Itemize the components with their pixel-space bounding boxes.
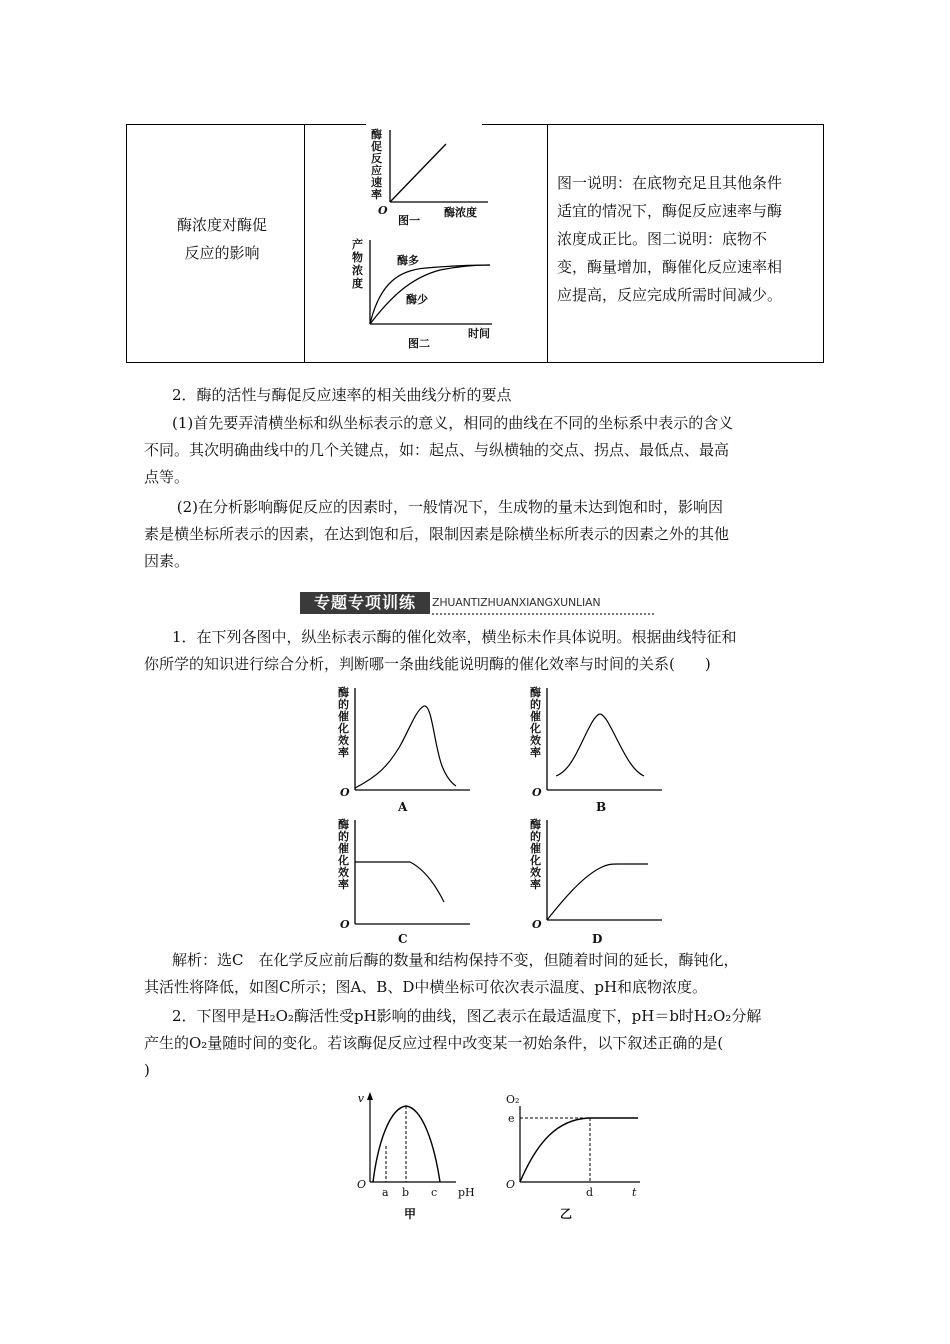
- fig1-linear-curve: [390, 144, 446, 202]
- question-1: [144, 624, 814, 678]
- question-line: 1．在下列各图中，纵坐标表示酶的催化效率，横坐标未作具体说明。根据曲线特征和: [172, 628, 737, 646]
- fig1-ylabel-char: 率: [371, 188, 382, 201]
- graph-ylabel-char: 率: [530, 878, 541, 891]
- jia-tick-c: c: [431, 1186, 438, 1199]
- graph-ylabel-char: 效: [338, 734, 349, 747]
- table-description-cell: [557, 169, 819, 309]
- fig2-label-more: 酶多: [397, 254, 419, 267]
- table-topic-line: 酶浓度对酶促: [176, 216, 267, 234]
- yi-caption: 乙: [560, 1207, 573, 1220]
- graph-origin: O: [532, 918, 542, 931]
- graph-curve: [355, 862, 444, 902]
- graph-origin: O: [532, 786, 542, 799]
- table-desc-line: 应提高，反应完成所需时间减少。: [557, 286, 783, 304]
- graph-ylabel-char: 催: [530, 842, 541, 855]
- fig2-curve-less-enzyme: [370, 265, 490, 324]
- table-topic-cell: [167, 211, 277, 267]
- yi-xlabel: t: [632, 1186, 637, 1199]
- graph-ylabel-char: 率: [338, 878, 349, 891]
- graph-ylabel-char: 化: [338, 854, 349, 867]
- figure-2-product-time: [350, 230, 500, 352]
- jia-ylabel: v: [357, 1092, 364, 1105]
- graph-ylabel-char: 酶: [530, 818, 541, 831]
- fig1-caption: 图一: [398, 214, 420, 226]
- graph-ylabel-char: 催: [530, 710, 541, 723]
- section-heading: 2．酶的活性与酶促反应速率的相关曲线分析的要点: [172, 386, 512, 404]
- paragraph-2: [144, 494, 814, 575]
- graph-ylabel-char: 酶: [530, 686, 541, 699]
- figure-yi-oxygen-time: [498, 1090, 648, 1220]
- graph-curve: [547, 864, 648, 920]
- section-banner-pinyin: ZHUANTIZHUANXIANGXUNLIAN: [432, 596, 601, 609]
- fig1-ylabel-char: 促: [371, 140, 382, 153]
- fig2-ylabel-char: 产: [352, 238, 363, 251]
- graph-ylabel-char: 化: [338, 722, 349, 735]
- graph-panel-label: A: [398, 800, 408, 814]
- paragraph-line: 不同。其次明确曲线中的几个关键点，如：起点、与纵横轴的交点、拐点、最低点、最高: [144, 441, 730, 459]
- yi-tick-d: d: [586, 1186, 594, 1199]
- q1-graph-d: [522, 816, 672, 946]
- graph-origin: O: [340, 918, 350, 931]
- q1-graph-a: [330, 684, 480, 814]
- question-line: ): [144, 1061, 150, 1079]
- yi-tick-e: e: [508, 1112, 515, 1125]
- fig1-origin: O: [378, 204, 388, 217]
- fig2-ylabel-char: 度: [352, 277, 363, 290]
- graph-origin: O: [340, 786, 350, 799]
- paragraph-line: (2)在分析影响酶促反应的因素时，一般情况下，生成物的量未达到饱和时，影响因: [172, 498, 724, 516]
- fig2-caption: 图二: [408, 337, 430, 350]
- figure-jia-ph-activity: [352, 1090, 484, 1220]
- graph-ylabel-char: 效: [338, 866, 349, 879]
- yi-curve: [520, 1118, 638, 1182]
- jia-xlabel: pH: [458, 1186, 475, 1199]
- question-2: [144, 1003, 814, 1084]
- table-topic-line: 反应的影响: [184, 244, 260, 262]
- graph-curve: [355, 706, 456, 788]
- banner-dotted-rule: [432, 613, 654, 615]
- q1-graph-b: [522, 684, 672, 814]
- jia-caption: 甲: [404, 1207, 417, 1220]
- graph-ylabel-char: 催: [338, 842, 349, 855]
- paragraph-line: 素是横坐标所表示的因素，在达到饱和后，限制因素是除横坐标所表示的因素之外的其他: [144, 525, 730, 543]
- table-desc-line: 浓度成正比。图二说明：底物不: [557, 230, 768, 248]
- question-line: 产生的O₂量随时间的变化。若该酶促反应过程中改变某一初始条件，以下叙述正确的是(: [144, 1034, 724, 1052]
- yi-ylabel: O₂: [506, 1093, 520, 1106]
- fig2-label-less: 酶少: [406, 293, 428, 306]
- graph-ylabel-char: 效: [530, 734, 541, 747]
- graph-ylabel-char: 效: [530, 866, 541, 879]
- paragraph-line: 因素。: [144, 552, 190, 570]
- fig2-ylabel-char: 浓: [352, 264, 363, 277]
- yi-origin: O: [506, 1178, 516, 1191]
- graph-panel-label: B: [596, 800, 607, 814]
- fig2-xlabel: 时间: [468, 327, 490, 340]
- paragraph-1: [144, 410, 814, 491]
- jia-tick-a: a: [382, 1186, 389, 1199]
- analysis-paragraph: [144, 947, 814, 1001]
- jia-y-arrow: [367, 1092, 373, 1100]
- table-desc-line: 图一说明：在底物充足且其他条件: [557, 174, 783, 192]
- fig1-ylabel-char: 酶: [371, 128, 382, 141]
- graph-ylabel-char: 酶: [338, 818, 349, 831]
- fig2-ylabel-char: 物: [352, 251, 363, 264]
- q1-graph-c: [330, 816, 480, 946]
- fig1-xlabel: 酶浓度: [444, 206, 477, 219]
- table-divider: [304, 125, 305, 362]
- graph-ylabel-char: 催: [338, 710, 349, 723]
- graph-panel-label: D: [592, 932, 603, 946]
- graph-ylabel-char: 率: [338, 746, 349, 759]
- graph-ylabel-char: 化: [530, 722, 541, 735]
- question-line: 2．下图甲是H₂O₂酶活性受pH影响的曲线，图乙表示在最适温度下，pH＝b时H₂O₂分解: [172, 1007, 762, 1025]
- graph-ylabel-char: 的: [338, 698, 349, 711]
- paragraph-line: 点等。: [144, 468, 190, 486]
- fig1-ylabel-char: 应: [371, 164, 382, 177]
- figure-1-enzyme-rate: [360, 124, 490, 226]
- analysis-line: 解析：选C 在化学反应前后酶的数量和结构保持不变，但随着时间的延长，酶钝化，: [172, 951, 739, 969]
- table-divider: [547, 125, 548, 362]
- analysis-line: 其活性将降低，如图C所示；图A、B、D中横坐标可依次表示温度、pH和底物浓度。: [144, 978, 708, 996]
- graph-ylabel-char: 率: [530, 746, 541, 759]
- table-desc-line: 变，酶量增加，酶催化反应速率相: [557, 258, 783, 276]
- graph-ylabel-char: 化: [530, 854, 541, 867]
- graph-ylabel-char: 的: [530, 698, 541, 711]
- question-line: 你所学的知识进行综合分析，判断哪一条曲线能说明酶的催化效率与时间的关系( ): [144, 655, 711, 673]
- fig1-ylabel-char: 反: [371, 152, 382, 165]
- fig1-ylabel-char: 速: [371, 176, 382, 189]
- graph-panel-label: C: [398, 932, 408, 946]
- graph-ylabel-char: 的: [530, 830, 541, 843]
- jia-tick-b: b: [402, 1186, 410, 1199]
- graph-ylabel-char: 的: [338, 830, 349, 843]
- table-desc-line: 适宜的情况下，酶促反应速率与酶: [557, 202, 783, 220]
- jia-origin: O: [357, 1178, 367, 1191]
- graph-curve: [556, 714, 644, 776]
- graph-ylabel-char: 酶: [338, 686, 349, 699]
- section-banner-title: 专题专项训练: [300, 592, 430, 614]
- paragraph-line: (1)首先要弄清横坐标和纵坐标表示的意义，相同的曲线在不同的坐标系中表示的含义: [172, 414, 734, 432]
